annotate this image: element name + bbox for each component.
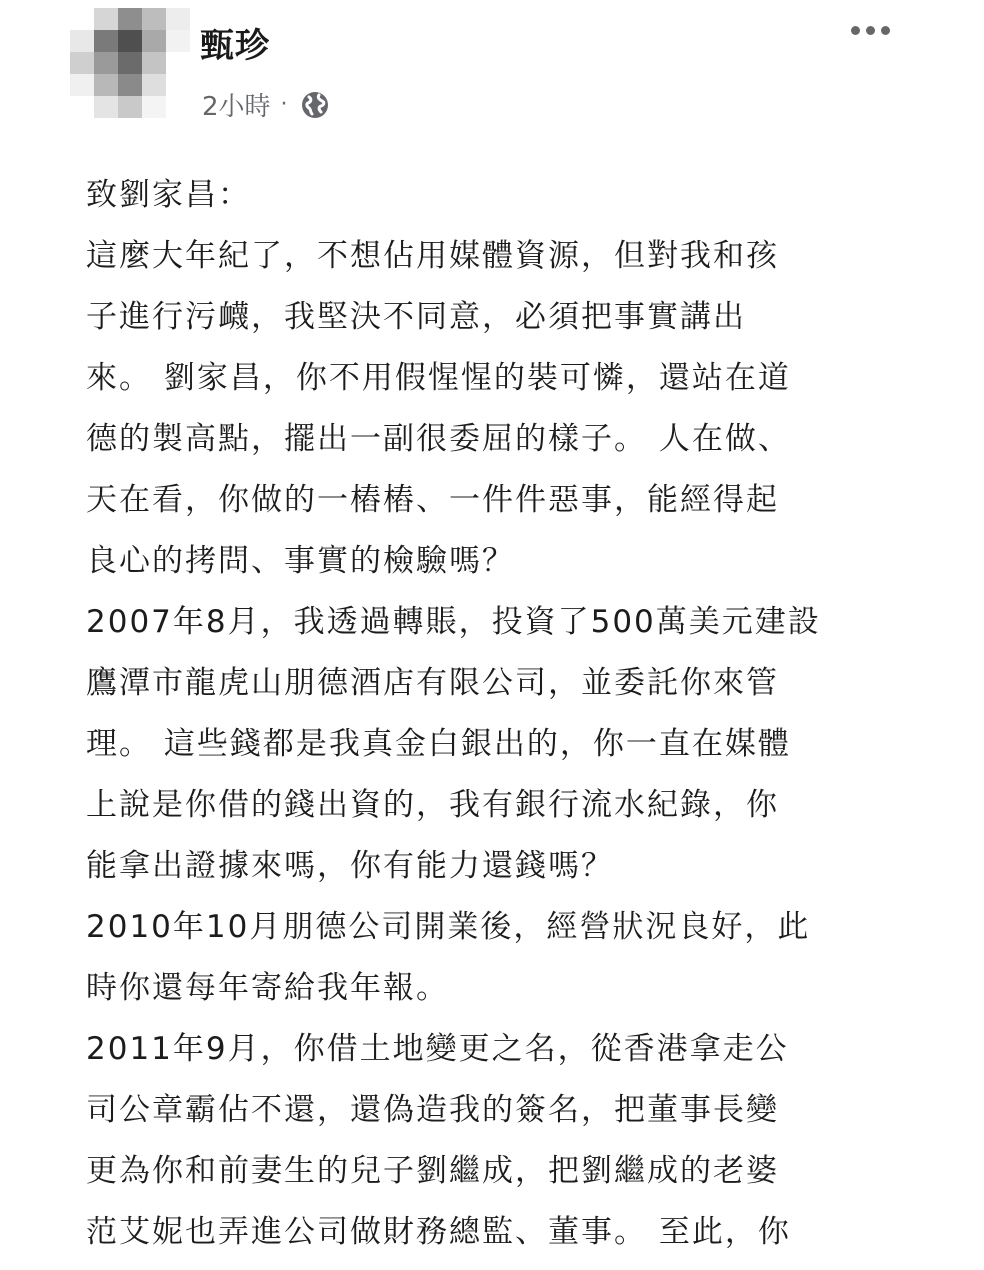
avatar-pixel xyxy=(118,8,142,30)
globe-icon[interactable] xyxy=(300,90,330,120)
avatar-pixel xyxy=(166,8,190,30)
avatar-pixel xyxy=(94,96,118,118)
avatar-pixel xyxy=(142,8,166,30)
avatar-pixel xyxy=(166,96,190,118)
avatar-pixel xyxy=(166,30,190,52)
avatar-pixel xyxy=(70,30,94,52)
avatar-pixel xyxy=(142,74,166,96)
avatar-pixel xyxy=(142,52,166,74)
avatar-pixel xyxy=(118,74,142,96)
avatar-pixel xyxy=(118,30,142,52)
post-text-line: 2007年8月，我透過轉賬，投資了500萬美元建設 xyxy=(86,604,821,640)
avatar-pixel xyxy=(166,74,190,96)
more-dots-icon xyxy=(851,26,860,35)
author-name[interactable]: 甄珍 xyxy=(200,26,270,66)
post-text-line: 時你還每年寄給我年報。 xyxy=(86,970,449,1006)
post-text-line: 能拿出證據來嗎，你有能力還錢嗎？ xyxy=(86,848,614,884)
post-text-line: 鷹潭市龍虎山朋德酒店有限公司，並委託你來管 xyxy=(86,665,779,701)
avatar-pixel xyxy=(94,30,118,52)
avatar-pixel xyxy=(142,96,166,118)
avatar-pixel xyxy=(166,52,190,74)
avatar-pixel xyxy=(70,96,94,118)
more-options-button[interactable] xyxy=(840,10,900,50)
meta-separator: · xyxy=(280,92,288,117)
post-text-line: 2011年9月，你借土地變更之名，從香港拿走公 xyxy=(86,1031,789,1067)
post-greeting-line: 致劉家昌： xyxy=(86,177,251,213)
post-text-line: 理。 這些錢都是我真金白銀出的，你一直在媒體 xyxy=(86,726,791,762)
post-body xyxy=(86,165,906,1263)
avatar-pixel xyxy=(70,8,94,30)
post-text-line: 司公章霸佔不還，還偽造我的簽名，把董事長變 xyxy=(86,1092,779,1128)
post-text-line: 來。 劉家昌，你不用假惺惺的裝可憐，還站在道 xyxy=(86,360,791,396)
post-text-line: 這麼大年紀了，不想佔用媒體資源，但對我和孩 xyxy=(86,238,779,274)
avatar-pixel xyxy=(142,30,166,52)
avatar-pixel xyxy=(94,8,118,30)
avatar[interactable] xyxy=(70,8,190,118)
post-text-line: 德的製高點，擺出一副很委屈的樣子。 人在做、 xyxy=(86,421,791,457)
post-timestamp[interactable]: 2小時 xyxy=(202,92,271,122)
avatar-pixel xyxy=(118,96,142,118)
post-text-line: 2010年10月朋德公司開業後，經營狀況良好，此 xyxy=(86,909,811,945)
avatar-pixel xyxy=(94,52,118,74)
post-text-line: 范艾妮也弄進公司做財務總監、董事。 至此，你 xyxy=(86,1214,791,1250)
post-text-line: 上說是你借的錢出資的，我有銀行流水紀錄，你 xyxy=(86,787,779,823)
post-text-line: 更為你和前妻生的兒子劉繼成，把劉繼成的老婆 xyxy=(86,1153,779,1189)
avatar-pixel xyxy=(94,74,118,96)
avatar-pixel xyxy=(118,52,142,74)
post-text-line: 子進行污衊，我堅決不同意，必須把事實講出 xyxy=(86,299,746,335)
avatar-pixel xyxy=(70,74,94,96)
post-text-line: 良心的拷問、事實的檢驗嗎？ xyxy=(86,543,515,579)
avatar-pixel xyxy=(70,52,94,74)
post-header xyxy=(0,0,984,140)
post-text-line: 天在看，你做的一樁樁、一件件惡事，能經得起 xyxy=(86,482,779,518)
post-meta xyxy=(202,86,330,123)
